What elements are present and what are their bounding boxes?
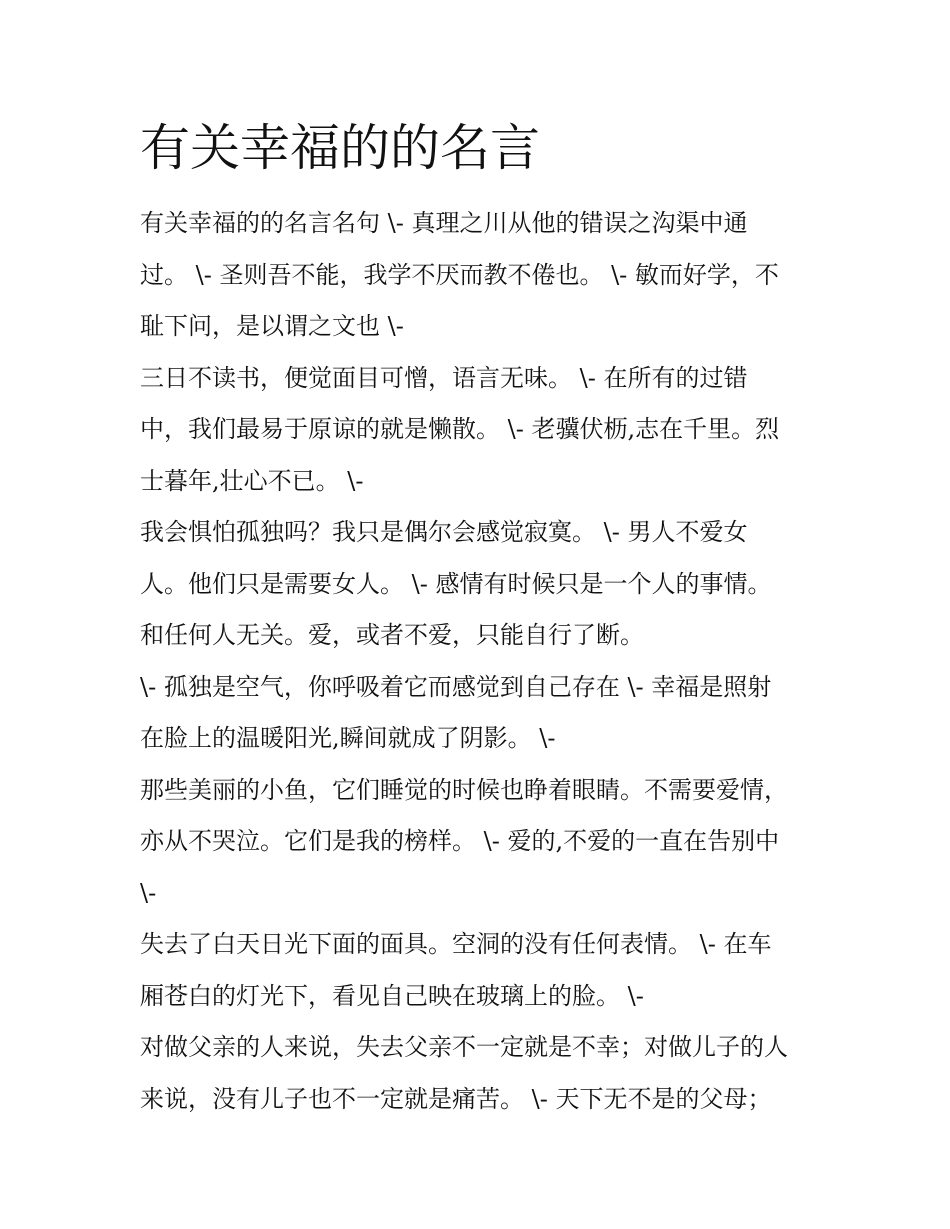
body-line: 有关幸福的的名言名句 \- 真理之川从他的错误之沟渠中通 bbox=[140, 209, 748, 237]
body-line: 失去了白天日光下面的面具。空洞的没有任何表情。 \- 在车 bbox=[140, 930, 772, 958]
body-line: 和任何人无关。爱，或者不爱，只能自行了断。 bbox=[140, 621, 644, 649]
body-line: 过。 \- 圣则吾不能，我学不厌而教不倦也。 \- 敏而好学，不 bbox=[140, 260, 779, 289]
document-body bbox=[140, 198, 830, 1125]
body-line: 亦从不哭泣。它们是我的榜样。 \- 爱的,不爱的一直在告别中 bbox=[140, 827, 780, 855]
document-title: 有关幸福的的名言 bbox=[140, 119, 540, 177]
body-line: 中，我们最易于原谅的就是懒散。 \- 老骥伏枥,志在千里。烈 bbox=[140, 415, 780, 443]
body-line: 厢苍白的灯光下，看见自己映在玻璃上的脸。 \- bbox=[140, 981, 644, 1010]
body-line: \- 孤独是空气，你呼吸着它而感觉到自己存在 \- 幸福是照射 bbox=[140, 672, 772, 701]
body-line: 在脸上的温暖阳光,瞬间就成了阴影。 \- bbox=[140, 724, 556, 752]
body-line: 耻下问，是以谓之文也 \- bbox=[140, 312, 404, 340]
body-line: 三日不读书，便觉面目可憎，语言无味。 \- 在所有的过错 bbox=[140, 363, 748, 392]
body-line: \- bbox=[140, 878, 157, 907]
body-line: 那些美丽的小鱼，它们睡觉的时候也睁着眼睛。不需要爱情， bbox=[140, 775, 788, 804]
body-line: 对做父亲的人来说，失去父亲不一定就是不幸；对做儿子的人 bbox=[140, 1033, 788, 1061]
body-line: 士暮年,壮心不已。 \- bbox=[140, 466, 364, 495]
body-line: 来说，没有儿子也不一定就是痛苦。 \- 天下无不是的父母； bbox=[140, 1084, 772, 1113]
body-line: 人。他们只是需要女人。 \- 感情有时候只是一个人的事情。 bbox=[140, 569, 772, 598]
body-line: 我会惧怕孤独吗？我只是偶尔会感觉寂寞。 \- 男人不爱女 bbox=[140, 518, 748, 546]
